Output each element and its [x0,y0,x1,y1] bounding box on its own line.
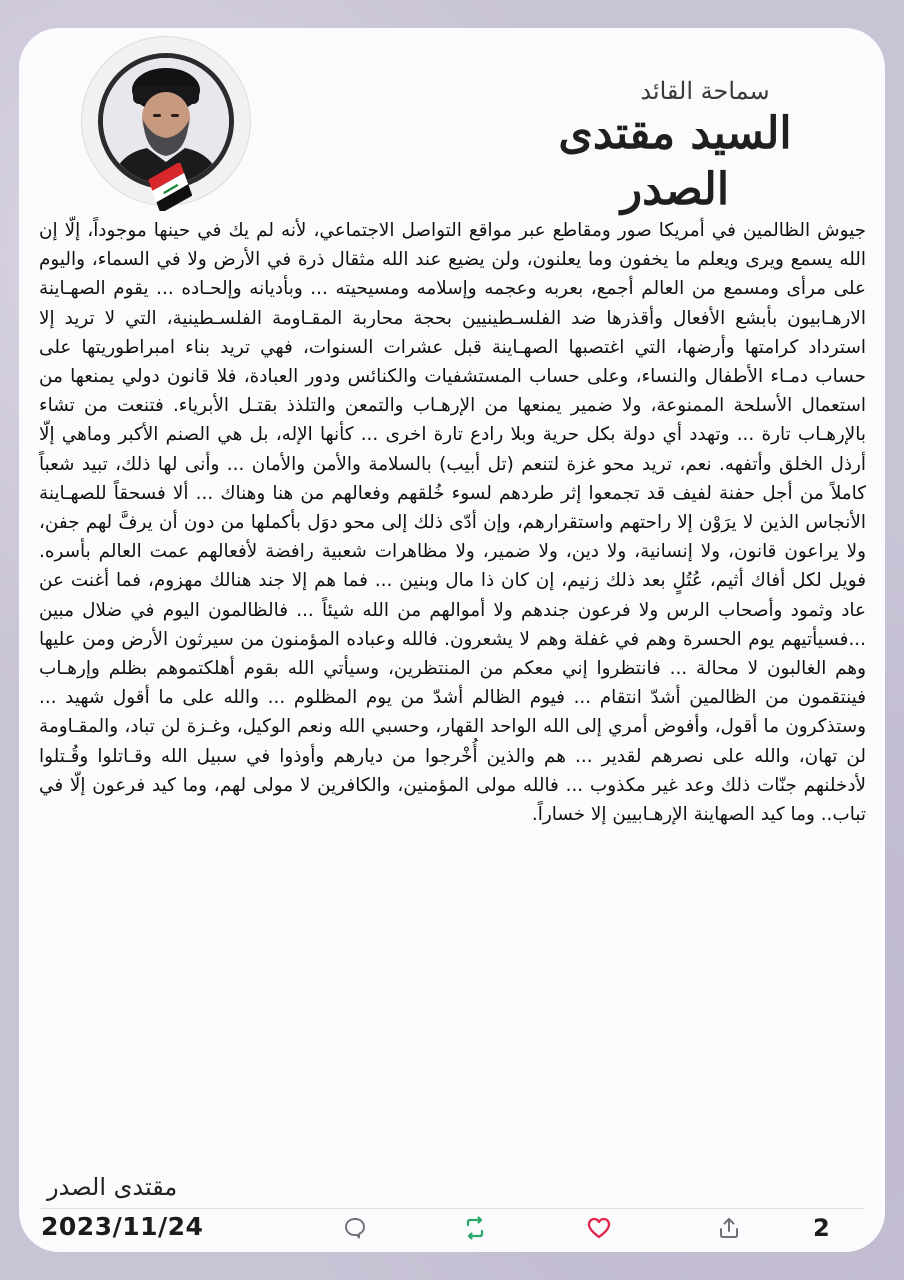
post-header [19,28,885,215]
footer-divider [39,1208,865,1209]
post-signature: مقتدى الصدر [47,1173,178,1201]
repost-icon[interactable] [461,1214,489,1242]
header-title [525,76,825,215]
share-icon[interactable] [715,1214,743,1242]
engagement-count: 2 [813,1214,830,1242]
comment-icon[interactable] [341,1214,369,1242]
title-main: السيد مقتدى الصدر [558,108,792,215]
post-body: جيوش الظالمين في أمريكا صور ومقاطع عبر مواقع التواصل الاجتماعي، لأنه لم يك في حينها موجوداً، إلّا إن الله يسمع ويرى ويعلم ما يخفون وما يعلنون، ولن يضيع عند الله مثقال ذرة في الأرض ولا في السماء، واليوم على مرأى ومسمع من العالم أجمع، بعربه وعجمه وإسلامه ومسيحيته ... وبأديانه وإلحـاده ... يقوم الصهـاينة الارهـابيون بأبشع الأفعال وأقذرها ضد الفلسـطينيين بحجة محاربة المقـاومة الفلسـطينية، التي لا تريد إلا استرداد كرامتها وأرضها، التي اغتصبها الصهـاينة قبل عشرات السنوات، فهي تريد بناء امبراطوريتها على حساب دمـاء الأطفال والنساء، وعلى حساب المستشفيات والكنائس ودور العبادة، فلا قانون دولي يمنعها من استعمال الأسلحة الممنوعة، ولا ضمير يمنعها من الإرهـاب والتمعن والتلذذ بقتـل الأبرياء. فتنعت من تشاء بالإرهـاب تارة ... وتهدد أي دولة بكل حرية وبلا رادع تارة اخرى ... كأنها الإله، بل هي الصنم الأكبر وماهي إلّا أرذل الخلق وأتفهه. نعم، تريد محو غزة لتنعم (تل أبيب) بالسلامة والأمن والأمان ... وأنى لها ذلك، تبيد شعباً كاملاً من أجل حفنة لفيف قد تجمعوا إثر طردهم لسوء خُلقهم وفعالهم من هنا وهناك ... ألا فسحقاً للصهـاينة الأنجاس الذين لا يرَوْن إلا راحتهم واستقرارهم، وإن أدّى ذلك إلى محو دوَل بأكملها من دون أن يرفَّ لهم جفن، ولا يراعون قانون، ولا إنسانية، ولا دين، ولا ضمير، ولا مظاهرات شعبية رافضة لأفعالهم عمت العالم بأسره. فويل لكل أفاك أثيم، عُتُلٍ بعد ذلك زنيم، إن كان ذا مال وبنين ... فما هم إلا جند هنالك مهزوم، فما أغنت عن عاد وثمود وأصحاب الرس ولا فرعون جندهم ولا أموالهم من الله شيئاً ... فالظالمون اليوم في ضلال مبين ...فسيأتيهم يوم الحسرة وهم في غفلة وهم لا يشعرون. فالله وعباده المؤمنون من سيرثون الأرض ومن عليها وهم الغالبون لا محالة ... فانتظروا إني معكم من المنتظرين، وسيأتي الله بقوم أهلكتموهم بظلم وإرهـاب فينتقمون من الظالمين أشدّ انتقام ... فيوم الظالم أشدّ من يوم المظلوم ... والله على ما أقول شهيد ... وستذكرون ما أقول، وأفوض أمري إلى الله الواحد القهار، وحسبي الله ونعم الوكيل، وغـزة لن تباد، والمقـاومة لن تهان، والله على نصرهم لقدير ... هم والذين أُخْرجوا من ديارهم وأوذوا في سبيل الله وقـاتلوا وقُـتلوا لأدخلنهم جنّات ذلك وعد غير مكذوب ... فالله مولى المؤمنين، والكافرين لا مولى لهم، وما كيد فرعون إلّا في تباب.. وما كيد الصهاينة الإرهـابيين إلا خساراً. [39,220,866,826]
iraq-flag-icon [146,163,192,211]
title-small: سماحة القائد [640,77,770,105]
post-card [19,28,885,1252]
heart-icon[interactable] [585,1214,613,1242]
post-footer [19,1210,885,1250]
post-date: 2023/11/24 [41,1212,204,1241]
avatar-frame [81,36,251,206]
